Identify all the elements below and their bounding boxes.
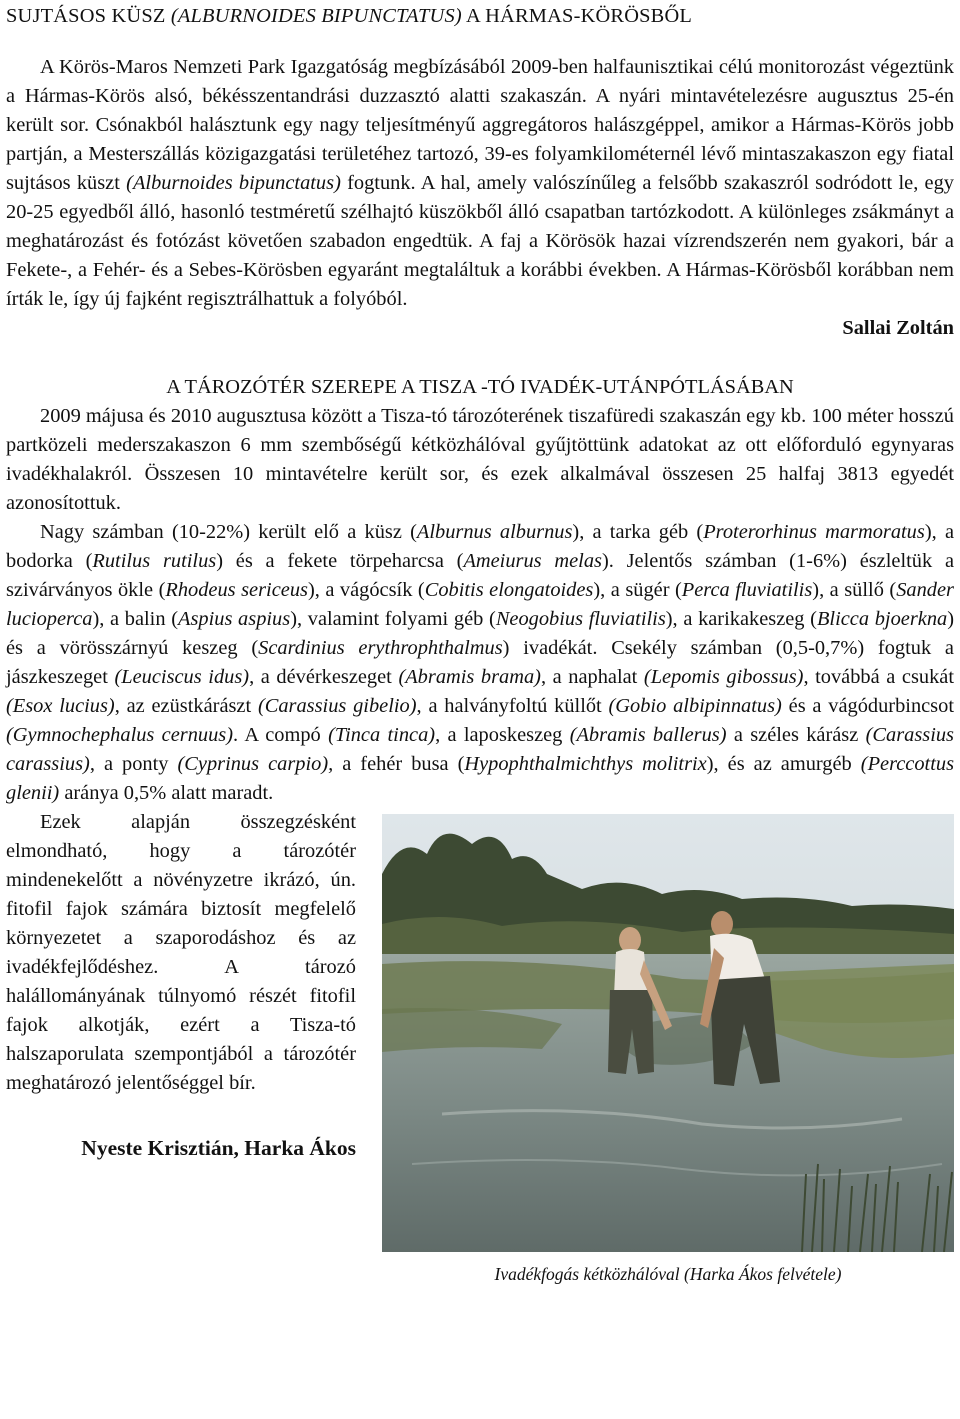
text-segment: a széles kárász xyxy=(726,724,866,746)
article2-signature: Nyeste Krisztián, Harka Ákos xyxy=(81,1136,356,1160)
species-name: (Abramis brama) xyxy=(398,666,541,688)
article1-signature: Sallai Zoltán xyxy=(842,317,954,339)
article2-paragraph-3: Ezek alapján összegzésként elmondható, hogy a tározótér mindenekelőtt a növényzetre ikrázó, ún. fitofil fajok számára biztosít megfelelő környezetet a szaporodáshoz és az ivadékfejlődéshez. A tározó halállományának túlnyomó részét fitofil fajok alkotják, ezért a Tisza-tó halszaporulata szempontjából a tározótér meghatározó jelentőséggel bír. xyxy=(6,811,356,1094)
species-name: (Cyprinus carpio), xyxy=(177,753,334,775)
text-segment: ), a karikakeszeg ( xyxy=(665,608,817,630)
species-name: Proterorhinus marmoratus xyxy=(703,521,925,543)
species-name: (Esox lucius) xyxy=(6,695,115,717)
text-segment: ), a süllő ( xyxy=(812,579,897,601)
text-segment: , a naphalat xyxy=(540,666,644,688)
species-name: (Carassius gibelio) xyxy=(257,695,417,717)
species-name: (Gymnochephalus cernuus) xyxy=(6,724,234,746)
fishing-photo xyxy=(382,814,954,1252)
species-name: Scardinius erythrophthalmus xyxy=(258,637,503,659)
text-segment: ), a balin ( xyxy=(92,608,178,630)
text-segment: , az ezüstkárászt xyxy=(114,695,258,717)
text-segment: , továbbá a csukát xyxy=(803,666,954,688)
species-name: Sander lucioperca xyxy=(6,579,954,630)
text-segment: ), a bodorka ( xyxy=(6,521,954,572)
text-segment: és a vágódurbincsot xyxy=(781,695,954,717)
text-segment: ) ivadékát. Csekély számban (0,5-0,7%) fogtuk a jászkeszeget xyxy=(6,637,954,688)
species-name: Ameiurus melas xyxy=(463,550,602,572)
photo-caption: Ivadékfogás kétközhálóval (Harka Ákos felvétele) xyxy=(494,1264,842,1284)
text-segment: ), a tarka géb ( xyxy=(572,521,704,543)
text-segment: , a ponty xyxy=(89,753,178,775)
text-segment: , a halványfoltú küllőt xyxy=(416,695,609,717)
text-segment: Nagy számban (10-22%) került elő a küsz ( xyxy=(40,521,417,543)
text-segment: ), a sügér ( xyxy=(593,579,682,601)
article2-title: A TÁROZÓTÉR SZEREPE A TISZA -TÓ IVADÉK-UTÁNPÓTLÁSÁBAN xyxy=(166,376,794,398)
text-segment: , a laposkeszeg xyxy=(435,724,570,746)
article2-paragraph-2 xyxy=(6,518,954,808)
species-name: Neogobius fluviatilis xyxy=(495,608,666,630)
text-segment: . A compó xyxy=(233,724,329,746)
text-segment: ), a vágócsík ( xyxy=(307,579,425,601)
species-name: Rhodeus sericeus xyxy=(165,579,308,601)
species-name: Cobitis elongatoides xyxy=(424,579,594,601)
photo-figure xyxy=(382,814,954,1285)
species-name: (Perccottus glenii) xyxy=(6,753,955,804)
species-name: (Carassius carassius) xyxy=(6,724,954,775)
text-segment: a fehér busa ( xyxy=(333,753,465,775)
text-segment: ), és az amurgéb xyxy=(706,753,861,775)
article2-paragraph-1: 2009 májusa és 2010 augusztusa között a Tisza-tó tározóterének tiszafüredi szakaszán egy kb. 100 méter hosszú partközeli mederszakaszon 6 mm szembőségű kétközhálóval gyűjtöttünk adatokat az ott előforduló egynyaras ivadékhalakról. Összesen 10 mintavételre került sor, és ezek alkalmával összesen 25 halfaj 3813 egyedét azonosítottuk. xyxy=(6,405,954,514)
species-name: (Tinca tinca) xyxy=(328,724,436,746)
text-segment: aránya 0,5% alatt maradt. xyxy=(59,782,274,804)
article1-paragraph: A Körös-Maros Nemzeti Park Igazgatóság megbízásából 2009-ben halfaunisztikai célú monitorozást végeztünk a Hármas-Körös alsó, békésszentandrási duzzasztó alatti szakaszán. A nyári mintavételezésre augusztus 25-én került sor. Csónakból halásztunk egy nagy teljesítményű aggregátoros halászgéppel, amikor a Hármas-Körös jobb partján, a Mesterszállás közigazgatási területéhez tartozó, 39-es folyamkilométernél lévő mintaszakaszon egy fiatal sujtásos küszt (Alburnoides bipunctatus) fogtunk. A hal, amely valószínűleg a felsőbb szakaszról sodródott le, egy 20-25 egyedből álló, hasonló testméretű szélhajtó küszökből álló csapatban tartózkodott. A különleges zsákmányt a meghatározást és fotózást követően szabadon engedtük. A faj a Körösök hazai vízrendszerén nem gyakori, bár a Fekete-, a Fehér- és a Sebes-Körösben egyaránt megtaláltuk a korábbi években. A Hármas-Körösből korábban nem írták le, így új fajként regisztrálhattuk a folyóból. xyxy=(6,56,954,310)
text-segment: ) és a fekete törpeharcsa ( xyxy=(216,550,464,572)
species-name: Aspius aspius xyxy=(178,608,291,630)
text-segment: ) és a vörösszárnyú keszeg ( xyxy=(6,608,955,659)
document-page xyxy=(6,0,954,1285)
species-name: (Gobio albipinnatus) xyxy=(608,695,782,717)
species-name: Alburnus alburnus xyxy=(416,521,573,543)
species-name: Perca fluviatilis xyxy=(681,579,813,601)
text-segment: , a dévérkeszeget xyxy=(249,666,399,688)
species-name: Hypophthalmichthys molitrix xyxy=(464,753,707,775)
article1-title: SUJTÁSOS KÜSZ (ALBURNOIDES BIPUNCTATUS) A HÁRMAS-KÖRÖSBŐL xyxy=(6,5,693,27)
species-name: (Leuciscus idus) xyxy=(114,666,250,688)
species-name: Rutilus rutilus xyxy=(92,550,217,572)
species-name: (Lepomis gibossus) xyxy=(643,666,804,688)
species-name: Blicca bjoerkna xyxy=(816,608,948,630)
text-segment: ), valamint folyami géb ( xyxy=(290,608,496,630)
text-segment: ). Jelentős számban (1-6%) észleltük a szivárványos ökle ( xyxy=(6,550,954,601)
species-name: (Abramis ballerus) xyxy=(569,724,727,746)
